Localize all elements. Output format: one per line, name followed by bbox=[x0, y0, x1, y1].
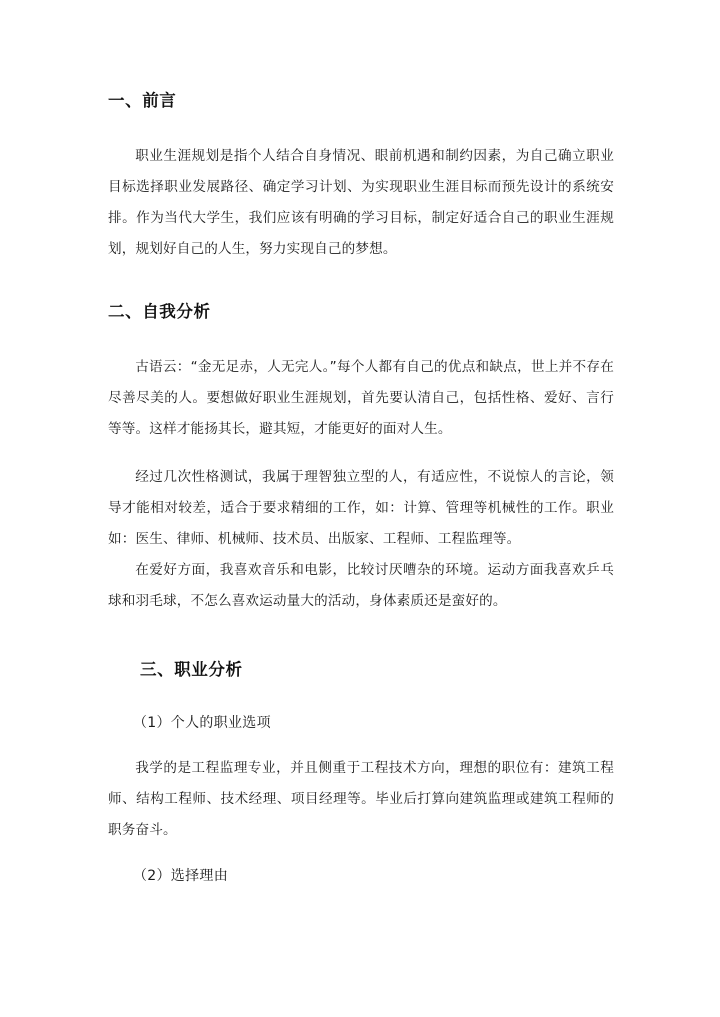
spacer bbox=[108, 445, 614, 462]
section-heading-preface: 一、前言 bbox=[108, 91, 177, 110]
paragraph-personality-test: 经过几次性格测试，我属于理智独立型的人，有适应性，不说惊人的言论，领导才能相对较差，适合于要求精细的工作，如：计算、管理等机械性的工作。职业如：医生、律师、机械师、技术员、出版家、工程师、工程监理等。 bbox=[108, 469, 614, 547]
document-body bbox=[108, 88, 614, 889]
spacer bbox=[108, 617, 614, 657]
spacer bbox=[108, 736, 614, 753]
subheading-reason-for-choice: （2）选择理由 bbox=[133, 868, 229, 884]
section-heading-career-analysis: 三、职业分析 bbox=[140, 660, 243, 679]
paragraph-preface-body: 职业生涯规划是指个人结合自身情况、眼前机遇和制约因素，为自己确立职业目标选择职业发展路径、确定学习计划、为实现职业生涯目标而预先设计的系统安排。作为当代大学生，我们应该有明确的学习目标，制定好适合自己的职业生涯规划，规划好自己的人生，努力实现自己的梦想。 bbox=[108, 148, 614, 257]
spacer bbox=[108, 265, 614, 299]
subheading-personal-career-options: （1）个人的职业选项 bbox=[133, 715, 271, 731]
spacer bbox=[108, 683, 614, 710]
section-heading-self-analysis: 二、自我分析 bbox=[108, 302, 211, 321]
paragraph-self-analysis-proverb: 古语云：“金无足赤，人无完人。”每个人都有自己的优点和缺点，世上并不存在尽善尽美的人。要想做好职业生涯规划，首先要认清自己，包括性格、爱好、言行等等。这样才能扬其长，避其短，才能更好的面对人生。 bbox=[108, 359, 614, 437]
spacer bbox=[108, 325, 614, 352]
paragraph-hobbies: 在爱好方面，我喜欢音乐和电影，比较讨厌嘈杂的环境。运动方面我喜欢乒乓球和羽毛球，不怎么喜欢运动量大的活动，身体素质还是蛮好的。 bbox=[108, 562, 614, 609]
spacer bbox=[108, 846, 614, 863]
paragraph-career-options-body: 我学的是工程监理专业，并且侧重于工程技术方向，理想的职位有：建筑工程师、结构工程师、技术经理、项目经理等。毕业后打算向建筑监理或建筑工程师的职务奋斗。 bbox=[108, 760, 614, 838]
spacer bbox=[108, 114, 614, 141]
